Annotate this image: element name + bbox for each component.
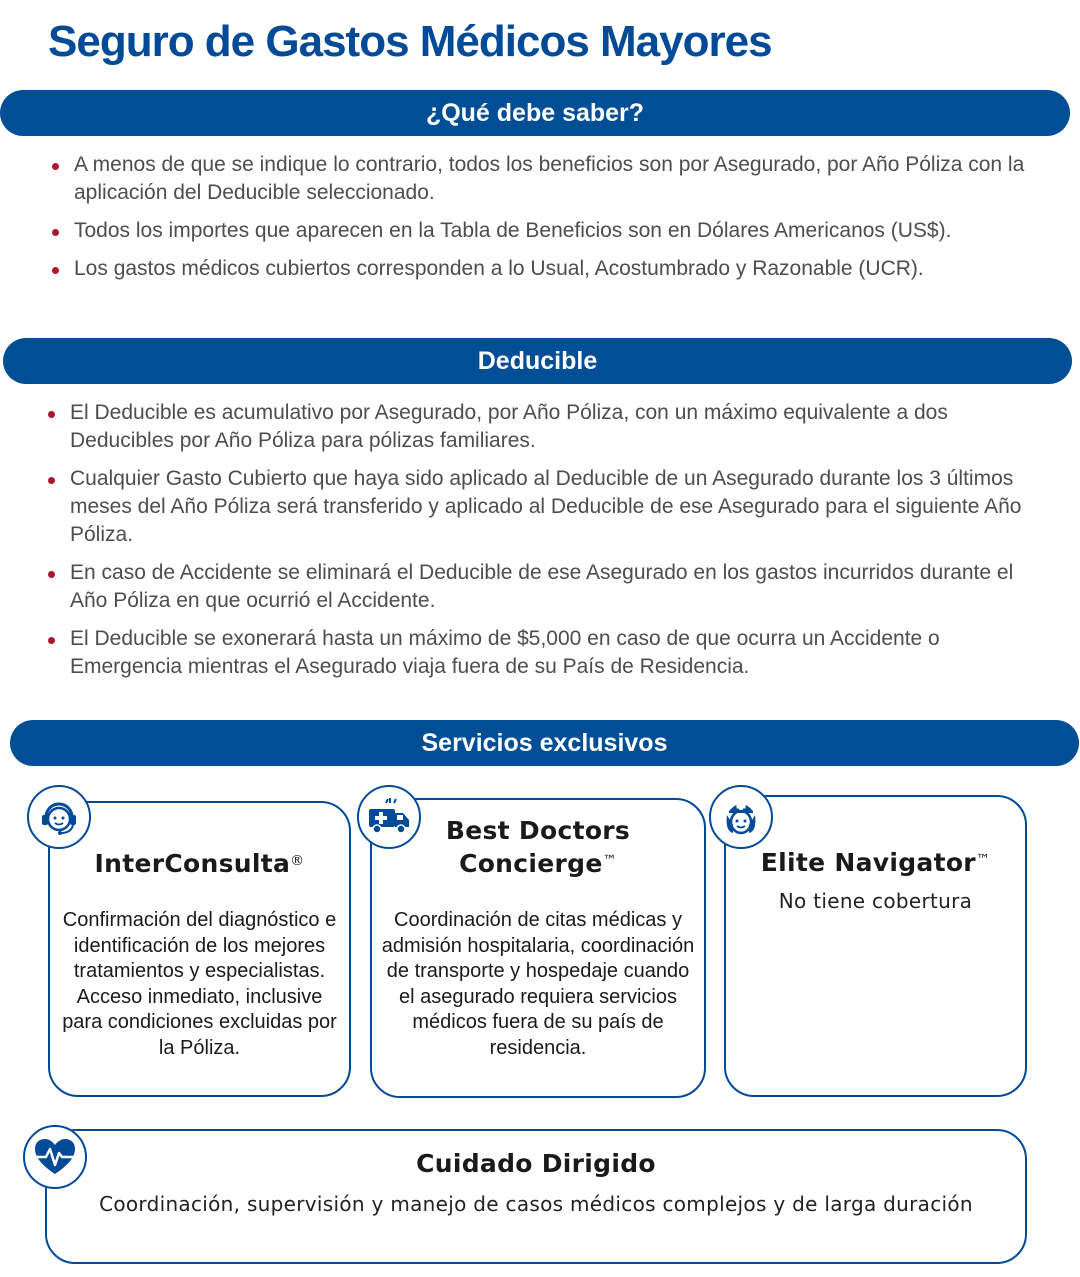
card-title: Cuidado Dirigido [416,1149,656,1178]
registered-mark: ® [290,853,305,869]
section-heading: ¿Qué debe saber? [425,98,645,127]
card-description: Coordinación de citas médicas y admisión hospitalaria, coordinación de transporte y hospedaje cuando el asegurado requiera servicios médicos fuera de su país de residencia. [381,909,695,1059]
service-card-best-doctors [370,798,706,1098]
trademark-mark: ™ [602,853,617,869]
page-title: Seguro de Gastos Médicos Mayores [48,17,772,66]
que-debe-saber-list [52,151,1042,293]
list-item: Cualquier Gasto Cubierto que haya sido aplicado al Deducible de un Asegurado durante los 3 últimos meses del Año Póliza será transferido y aplicado al Deducible de ese Asegurado para el siguiente Año Póliza. [48,465,1043,549]
card-title: Best Doctors Concierge™ [445,816,631,878]
bullet-dot-icon [48,571,55,578]
card-description: Coordinación, supervisión y manejo de casos médicos complejos y de larga duración [99,1192,973,1216]
section-heading: Deducible [477,346,598,375]
section-header-deducible [3,338,1072,384]
bullet-dot-icon [48,637,55,644]
deducible-list [48,399,1043,691]
service-card-interconsulta [48,801,351,1097]
list-item: El Deducible es acumulativo por Asegurado, por Año Póliza, con un máximo equivalente a dos Deducibles por Año Póliza para pólizas familiares. [48,399,1043,455]
bullet-dot-icon [52,267,59,274]
list-item: Los gastos médicos cubiertos corresponden a lo Usual, Acostumbrado y Razonable (UCR). [52,255,1042,283]
service-card-cuidado-dirigido [45,1129,1027,1264]
ambulance-icon [357,785,421,849]
list-item: El Deducible se exonerará hasta un máximo de $5,000 en caso de que ocurra un Accidente o Emergencia mientras el Asegurado viaja fuera de su País de Residencia. [48,625,1043,681]
headset-agent-icon [27,785,91,849]
section-header-servicios [10,720,1079,766]
list-item: En caso de Accidente se eliminará el Deducible de ese Asegurado en los gastos incurridos durante el Año Póliza en que ocurrió el Accidente. [48,559,1043,615]
bullet-dot-icon [48,477,55,484]
heart-pulse-icon [23,1125,87,1189]
section-heading: Servicios exclusivos [421,728,668,757]
section-header-que-debe-saber [0,90,1070,136]
bullet-dot-icon [48,411,55,418]
card-description: No tiene cobertura [778,889,973,913]
list-item: A menos de que se indique lo contrario, todos los beneficios son por Asegurado, por Año Póliza con la aplicación del Deducible seleccionado. [52,151,1042,207]
bullet-dot-icon [52,163,59,170]
card-title: Elite Navigator™ [760,848,991,877]
bullet-dot-icon [52,229,59,236]
service-card-elite-navigator [724,795,1027,1097]
card-description: Confirmación del diagnóstico e identificación de los mejores tratamientos y especialistas. Acceso inmediato, inclusive para condiciones excluidas por la Póliza. [62,909,337,1059]
card-title: InterConsulta® [94,849,305,878]
nurse-icon [709,785,773,849]
trademark-mark: ™ [975,852,991,868]
list-item: Todos los importes que aparecen en la Tabla de Beneficios son en Dólares Americanos (US$). [52,217,1042,245]
